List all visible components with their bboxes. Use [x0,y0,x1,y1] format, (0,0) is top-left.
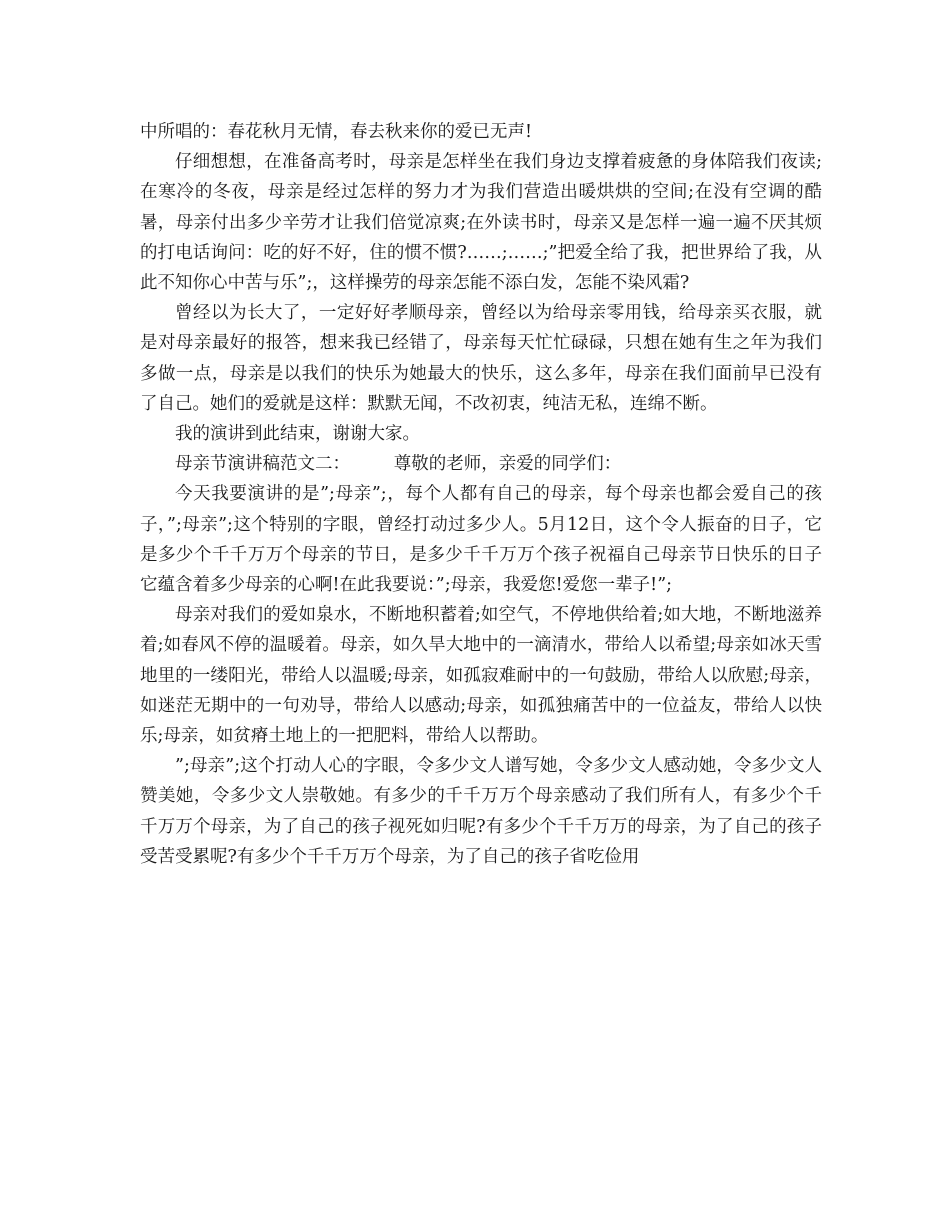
paragraph-reflection: 曾经以为长大了，一定好好孝顺母亲，曾经以为给母亲零用钱，给母亲买衣服，就是对母亲最好的报答，想来我已经错了，母亲每天忙忙碌碌，只想在她有生之年为我们多做一点，母亲是以我们的快乐为她最大的快乐，这么多年，母亲在我们面前早已没有了自己。她们的爱就是这样：默默无闻，不改初衷，纯洁无私，连绵不断。 [140,303,822,414]
paragraph-metaphors: 母亲对我们的爱如泉水，不断地积蓄着;如空气，不停地供给着;如大地，不断地滋养着;如春风不停的温暖着。母亲，如久旱大地中的一滴清水，带给人以希望;母亲如冰天雪地里的一缕阳光，带给人以温暖;母亲，如孤寂难耐中的一句鼓励，带给人以欣慰;母亲，如迷茫无期中的一句劝导，带给人以感动;母亲，如孤独痛苦中的一位益友，带给人以快乐;母亲，如贫瘠土地上的一把肥料，带给人以帮助。 [140,605,822,747]
document-body [140,117,822,872]
paragraph-praise: ”;母亲”;这个打动人心的字眼，令多少文人谱写她，令多少文人感动她，令多少文人赞美她，令多少文人崇敬她。有多少的千千万万个母亲感动了我们所有人，有多少个千千万万个母亲，为了自己的孩子视死如归呢?有多少个千千万万的母亲，为了自己的孩子受苦受累呢?有多少个千千万万个母亲，为了自己的孩子省吃俭用 [140,756,822,867]
paragraph-intro: 今天我要演讲的是”;母亲”;，每个人都有自己的母亲，每个母亲也都会爱自己的孩子，”;母亲”;这个特别的字眼，曾经打动过多少人。5月12日，这个令人振奋的日子，它是多少个千千万万个母亲的节日，是多少千千万万个孩子祝福自己母亲节日快乐的日子它蕴含着多少母亲的心啊!在此我要说：”;母亲，我爱您!爱您一辈子!”; [140,484,822,596]
section-title: 母亲节演讲稿范文二： [175,454,350,475]
paragraph-closing: 我的演讲到此结束，谢谢大家。 [175,424,420,445]
section-greeting: 尊敬的老师，亲爱的同学们： [393,454,622,475]
paragraph-recollection: 仔细想想，在准备高考时，母亲是怎样坐在我们身边支撑着疲惫的身体陪我们夜读;在寒冷的冬夜，母亲是经过怎样的努力才为我们营造出暖烘烘的空间;在没有空调的酷暑，母亲付出多少辛劳才让我们倍觉凉爽;在外读书时，母亲又是怎样一遍一遍不厌其烦的打电话询问：吃的好不好，住的惯不惯?……;……;”把爱全给了我，把世界给了我，从此不知你心中苦与乐”;，这样操劳的母亲怎能不添白发，怎能不染风霜? [140,152,822,294]
paragraph-continuation: 中所唱的：春花秋月无情，春去秋来你的爱已无声! [140,122,533,142]
section-heading-line [140,449,822,479]
